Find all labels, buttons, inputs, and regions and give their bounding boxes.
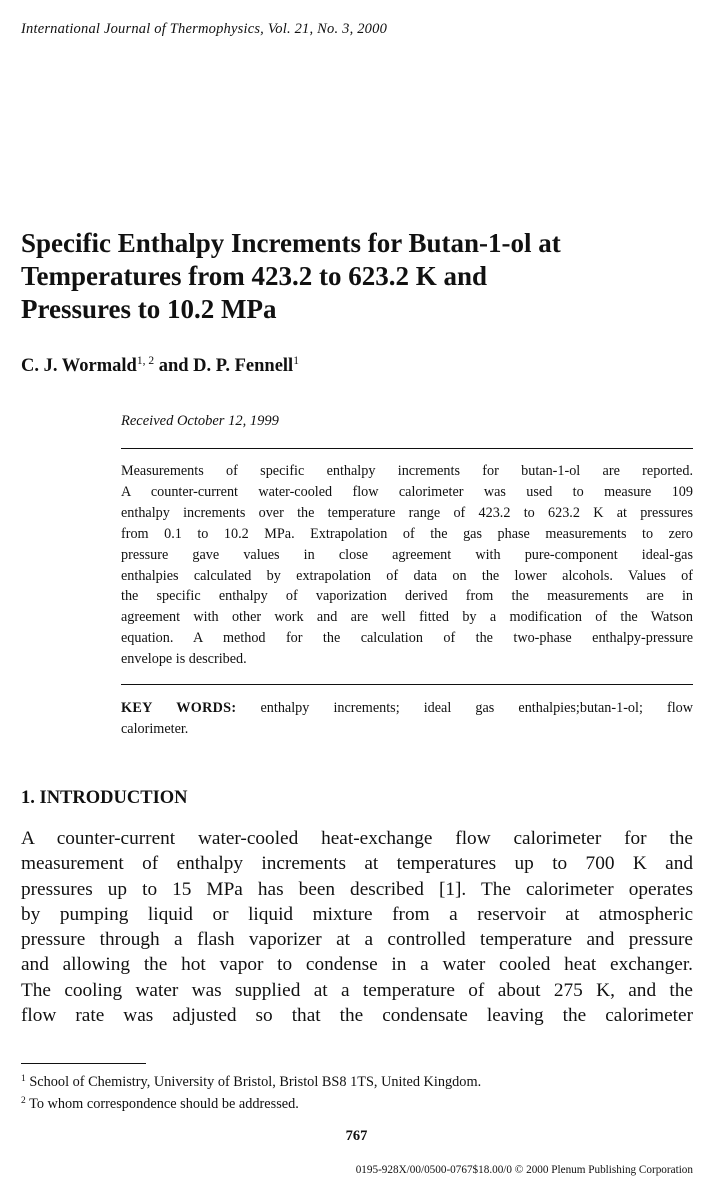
author-affiliation-mark: 1: [293, 355, 299, 367]
keywords: [121, 698, 693, 740]
footnote: [21, 1074, 481, 1091]
abstract: [121, 461, 693, 670]
keywords-text: enthalpy increments; ideal gas enthalpies;butan-1-ol; flow: [260, 700, 694, 716]
abstract-line: the specific enthalpy of vaporization derived from the measurements are in: [121, 588, 693, 605]
abstract-line: equation. A method for the calculation of the two-phase enthalpy-pressure: [121, 630, 693, 647]
body-line: pressures up to 15 MPa has been described [1]. The calorimeter operates: [21, 878, 693, 900]
footnote-text: To whom correspondence should be addressed.: [29, 1096, 299, 1112]
body-line: A counter-current water-cooled heat-exchange flow calorimeter for the: [21, 828, 693, 849]
journal-header: International Journal of Thermophysics, Vol. 21, No. 3, 2000: [21, 21, 388, 37]
abstract-line: from 0.1 to 10.2 MPa. Extrapolation of the gas phase measurements to zero: [121, 525, 693, 542]
abstract-line: envelope is described.: [121, 651, 247, 668]
author-conjunction: and: [158, 356, 189, 376]
abstract-line: enthalpies calculated by extrapolation of data on the lower alcohols. Values of: [121, 567, 693, 584]
abstract-top-rule: [121, 448, 693, 449]
body-text: [21, 826, 693, 1028]
author-list: [21, 356, 299, 377]
body-line: and allowing the hot vapor to condense in a water cooled heat exchanger.: [21, 954, 693, 976]
body-line: pressure through a flash vaporizer at a controlled temperature and pressure: [21, 929, 693, 951]
page-number: 767: [345, 1128, 368, 1144]
body-line: The cooling water was supplied at a temperature of about 275 K, and the: [21, 979, 693, 1001]
author-name: C. J. Wormald: [21, 356, 137, 376]
title-line: Pressures to 10.2 MPa: [21, 294, 277, 324]
body-line: flow rate was adjusted so that the condensate leaving the calorimeter: [21, 1005, 693, 1027]
copyright-line: 0195-928X/00/0500-0767$18.00/0 © 2000 Plenum Publishing Corporation: [355, 1164, 693, 1176]
abstract-line: A counter-current water-cooled flow calorimeter was used to measure 109: [121, 483, 693, 500]
footnote-mark: 2: [21, 1096, 26, 1106]
abstract-bottom-rule: [121, 684, 693, 685]
title-line: Specific Enthalpy Increments for Butan-1-ol at: [21, 228, 561, 258]
abstract-line: pressure gave values in close agreement with pure-component ideal-gas: [121, 546, 693, 563]
title-line: Temperatures from 423.2 to 623.2 K and: [21, 261, 487, 291]
footnote-rule: [21, 1063, 146, 1064]
keywords-label: KEY WORDS:: [121, 700, 237, 716]
author-name: D. P. Fennell: [193, 356, 294, 376]
section-heading: 1. INTRODUCTION: [21, 788, 188, 808]
abstract-line: enthalpy increments over the temperature range of 423.2 to 623.2 K at pressures: [121, 504, 693, 521]
keywords-text-continued: calorimeter.: [121, 721, 189, 737]
footnote-mark: 1: [21, 1074, 26, 1084]
abstract-line: Measurements of specific enthalpy increments for butan-1-ol are reported.: [121, 463, 693, 479]
abstract-line: agreement with other work and are well fitted by a modification of the Watson: [121, 609, 693, 626]
author-affiliation-mark: 1, 2: [136, 355, 155, 367]
body-line: measurement of enthalpy increments at temperatures up to 700 K and: [21, 853, 693, 875]
received-date: Received October 12, 1999: [121, 413, 279, 429]
footnote-text: School of Chemistry, University of Bristol, Bristol BS8 1TS, United Kingdom.: [29, 1074, 482, 1090]
footnote: [21, 1096, 299, 1113]
body-line: by pumping liquid or liquid mixture from a reservoir at atmospheric: [21, 903, 693, 925]
paper-title: [21, 227, 701, 326]
